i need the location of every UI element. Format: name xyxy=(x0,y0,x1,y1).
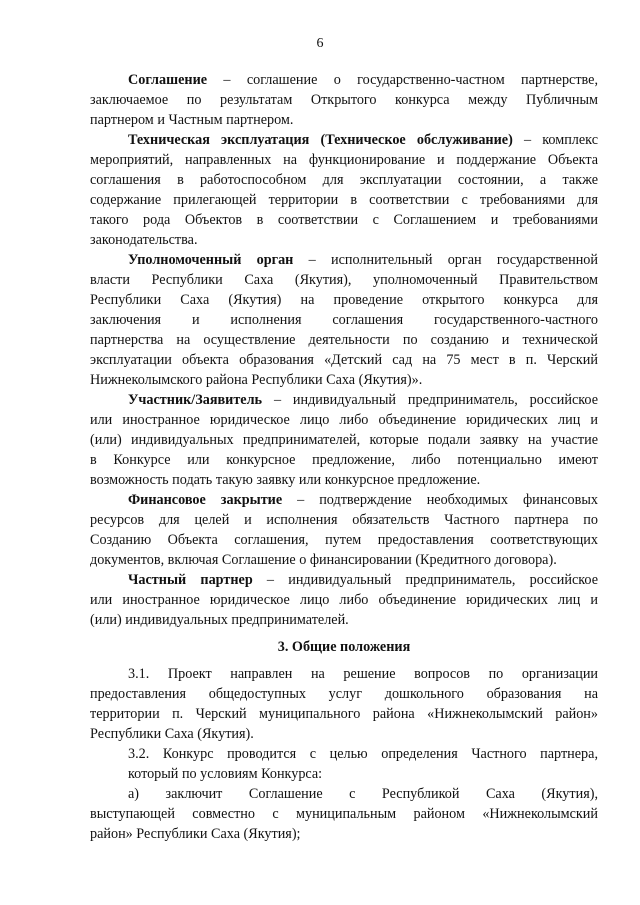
definition-line: или иностранное юридическое лицо либо объединение юридических лиц и xyxy=(90,592,598,608)
definition-term: Участник/Заявитель xyxy=(128,392,263,408)
definition-text: – исполнительный орган государственной xyxy=(293,252,598,268)
definition-text: – подтверждение необходимых финансовых xyxy=(282,492,598,508)
definition-tech-exploitation xyxy=(90,130,598,250)
definition-line: документов, включая Соглашение о финансировании (Кредитного договора). xyxy=(90,552,557,568)
definition-line: или иностранное юридическое лицо либо объединение юридических лиц и xyxy=(90,412,598,428)
definition-text: – индивидуальный предприниматель, российское xyxy=(262,392,598,408)
definition-term: Техническая эксплуатация (Техническое обслуживание) xyxy=(128,132,513,148)
clause-line: предоставления общедоступных услуг дошкольного образования на xyxy=(90,686,598,702)
definition-term: Финансовое закрытие xyxy=(128,492,283,508)
definition-private-partner xyxy=(90,570,598,630)
clause-line: а) заключит Соглашение с Республикой Саха (Якутия), xyxy=(128,786,598,802)
clause-line: выступающей совместно с муниципальным районом «Нижнеколымский xyxy=(90,806,598,822)
definition-line: заключаемое по результатам Открытого конкурса между Публичным xyxy=(90,92,598,108)
clause-item-a xyxy=(90,784,598,844)
definition-line xyxy=(90,250,598,270)
clause-line: который по условиям Конкурса: xyxy=(128,766,323,782)
definition-line: эксплуатации объекта образования «Детский сад на 75 мест в п. Черский xyxy=(90,352,598,368)
definition-participant xyxy=(90,390,598,490)
definition-line: Нижнеколымского района Республики Саха (Якутия)». xyxy=(90,372,423,388)
clause-line: 3.1. Проект направлен на решение вопросов по организации xyxy=(128,666,598,682)
definition-line xyxy=(90,130,598,150)
definition-term: Частный партнер xyxy=(128,572,253,588)
definition-line: ресурсов для целей и исполнения обязательств Частного партнера по xyxy=(90,512,598,528)
document-body xyxy=(90,70,598,844)
definition-line: заключения и исполнения соглашения государственного-частного xyxy=(90,312,598,328)
definition-line xyxy=(90,490,598,510)
clause-3-2 xyxy=(90,744,598,784)
definition-line: (или) индивидуальных предпринимателей, которые подали заявку на участие xyxy=(90,432,598,448)
section-heading: 3. Общие положения xyxy=(277,639,411,655)
definition-line xyxy=(90,70,598,90)
definition-line xyxy=(90,570,598,590)
definition-term: Соглашение xyxy=(128,72,208,88)
definition-line: партнером и Частным партнером. xyxy=(90,112,294,128)
definition-text: – комплекс xyxy=(512,132,598,148)
clause-line: Республики Саха (Якутия). xyxy=(90,726,254,742)
definition-line: власти Республики Саха (Якутия), уполномоченный Правительством xyxy=(90,272,598,288)
definition-term: Уполномоченный орган xyxy=(128,252,294,268)
definition-line: соглашения в работоспособном для эксплуатации состоянии, а также xyxy=(90,172,598,188)
page-number: 6 xyxy=(316,36,324,51)
definition-line: законодательства. xyxy=(90,232,198,248)
definition-line: такого рода Объектов в соответствии с Соглашением и требованиями xyxy=(90,212,598,228)
clause-3-1 xyxy=(90,664,598,744)
definition-line: Республики Саха (Якутия) на проведение открытого конкурса для xyxy=(90,292,598,308)
clause-line: территории п. Черский муниципального района «Нижнеколымский район» xyxy=(90,706,598,722)
clause-line: 3.2. Конкурс проводится с целью определения Частного партнера, xyxy=(128,746,598,762)
definition-authorized-body xyxy=(90,250,598,390)
definition-text: – соглашение о государственно-частном партнерстве, xyxy=(207,72,598,88)
definition-soglashenie xyxy=(90,70,598,130)
clause-line: район» Республики Саха (Якутия); xyxy=(90,826,301,842)
definition-line: партнерства на осуществление деятельности по созданию и технической xyxy=(90,332,598,348)
definition-financial-close xyxy=(90,490,598,570)
definition-line: в Конкурсе или конкурсное предложение, либо потенциально имеют xyxy=(90,452,598,468)
definition-line: содержание прилегающей территории в соответствии с требованиями для xyxy=(90,192,598,208)
definition-line: возможность подать такую заявку или конкурсное предложение. xyxy=(90,472,481,488)
definition-line: Созданию Объекта соглашения, путем предоставления соответствующих xyxy=(90,532,598,548)
definition-line: (или) индивидуальных предпринимателей. xyxy=(90,612,349,628)
definition-text: – индивидуальный предприниматель, российское xyxy=(252,572,598,588)
definition-line: мероприятий, направленных на функционирование и поддержание Объекта xyxy=(90,152,598,168)
definition-line xyxy=(90,390,598,410)
